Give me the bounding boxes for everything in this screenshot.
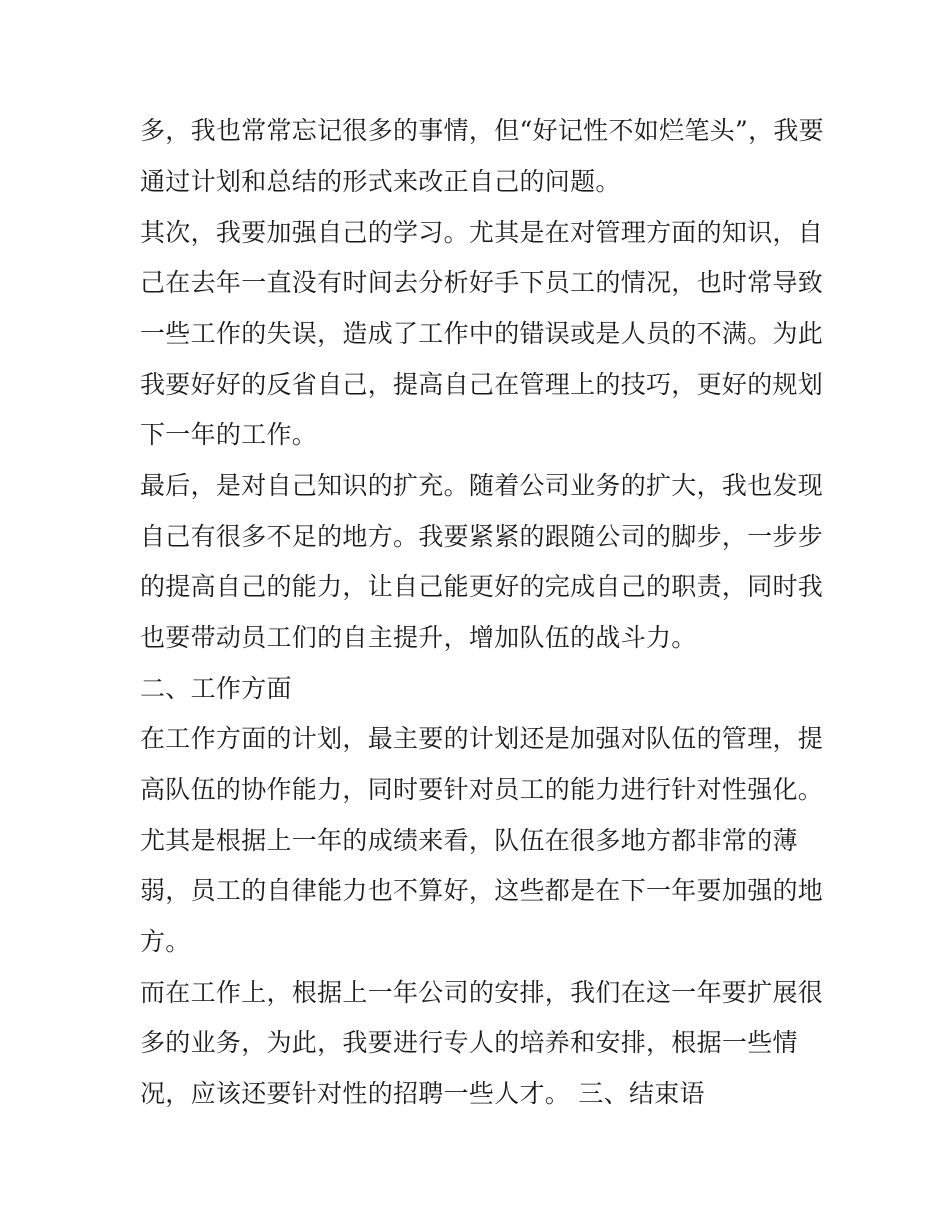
text-line: 而在工作上，根据上一年公司的安排，我们在这一年要扩展很: [140, 978, 824, 1007]
text-line: 多的业务，为此，我要进行专人的培养和安排，根据一些情: [140, 1028, 798, 1057]
text-line: 在工作方面的计划，最主要的计划还是加强对队伍的管理，提: [140, 724, 824, 753]
text-line: 尤其是根据上一年的成绩来看，队伍在很多地方都非常的薄: [140, 826, 798, 855]
text-line: 一些工作的失误，造成了工作中的错误或是人员的不满。为此: [140, 319, 824, 348]
text-line: 其次，我要加强自己的学习。尤其是在对管理方面的知识，自: [140, 218, 824, 247]
text-line: 下一年的工作。: [140, 420, 318, 449]
text-line: 的提高自己的能力，让自己能更好的完成自己的职责，同时我: [140, 572, 824, 601]
text-line: 也要带动员工们的自主提升，增加队伍的战斗力。: [140, 623, 697, 652]
text-line: 最后，是对自己知识的扩充。随着公司业务的扩大，我也发现: [140, 471, 824, 500]
text-line: 多，我也常常忘记很多的事情，但“好记性不如烂笔头”，我要: [140, 116, 824, 145]
text-line: 我要好好的反省自己，提高自己在管理上的技巧，更好的规划: [140, 370, 824, 399]
section-heading: 二、工作方面: [140, 674, 292, 703]
text-line: 况，应该还要针对性的招聘一些人才。 三、结束语: [140, 1079, 705, 1108]
text-line: 方。: [140, 927, 191, 956]
text-line: 己在去年一直没有时间去分析好手下员工的情况，也时常导致: [140, 268, 824, 297]
text-line: 自己有很多不足的地方。我要紧紧的跟随公司的脚步，一步步: [140, 522, 824, 551]
text-line: 通过计划和总结的形式来改正自己的问题。: [140, 167, 621, 196]
text-line: 弱，员工的自律能力也不算好，这些都是在下一年要加强的地: [140, 876, 824, 905]
text-line: 高队伍的协作能力，同时要针对员工的能力进行针对性强化。: [140, 775, 824, 804]
